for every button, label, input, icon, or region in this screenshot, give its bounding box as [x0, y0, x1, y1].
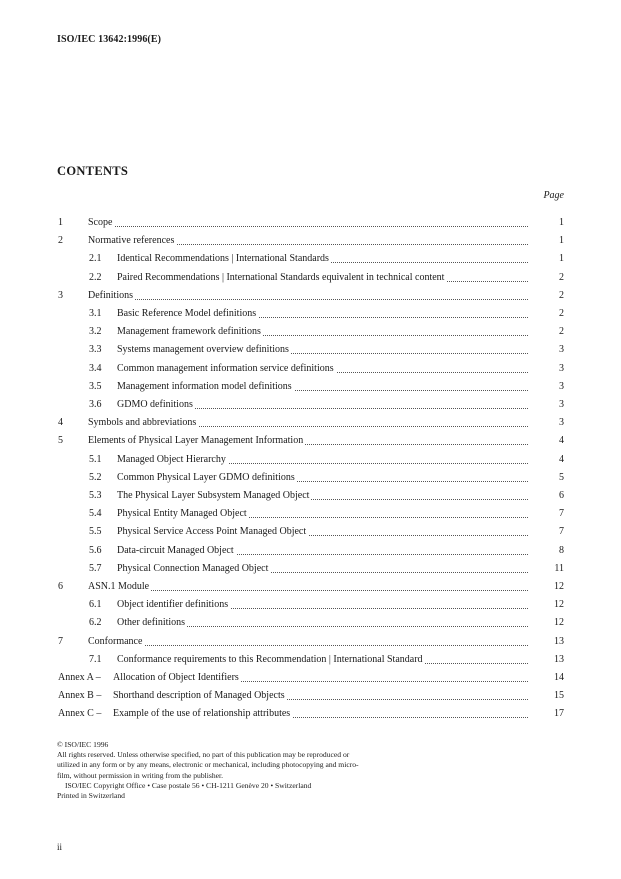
- toc-entry-title: [117, 614, 528, 632]
- toc-entry-number: 3.2: [89, 326, 102, 338]
- toc-entry-title-text: Physical Connection Managed Object: [117, 562, 269, 574]
- toc-entry: [0, 432, 621, 450]
- toc-annex-entry: [0, 669, 621, 687]
- toc-entry-title-text: Paired Recommendations | International Standards equivalent in technical content: [117, 271, 445, 283]
- toc-entry: [0, 633, 621, 651]
- toc-entry: [0, 578, 621, 596]
- toc-entry-title: [117, 360, 528, 378]
- toc-entry-number: 5.5: [89, 526, 102, 538]
- toc-entry-page: 6: [559, 490, 564, 501]
- toc-entry-title: [117, 396, 528, 414]
- toc-entry-title: [88, 432, 528, 450]
- toc-entry-page: 4: [559, 435, 564, 447]
- toc-entry: [0, 469, 621, 487]
- toc-entry-title: [117, 250, 528, 268]
- copyright-notice: © ISO/IEC 1996: [57, 740, 109, 749]
- toc-entry-number: 7.1: [89, 653, 102, 665]
- toc-entry-number: 2.2: [89, 271, 102, 283]
- toc-entry-title-text: Management information model definitions: [117, 380, 292, 392]
- toc-entry-number: 5.2: [89, 471, 102, 483]
- document-id: ISO/IEC 13642:1996(E): [57, 34, 162, 45]
- page-number: ii: [57, 842, 63, 852]
- toc-entry-page: 1: [559, 217, 564, 228]
- toc-entry: [0, 560, 621, 578]
- toc-entry: [0, 396, 621, 414]
- toc-entry: [0, 523, 621, 541]
- toc-entry-number: 2.1: [89, 253, 102, 265]
- toc-entry-number: 5.4: [89, 508, 102, 520]
- toc-entry-number: 5: [58, 435, 63, 447]
- toc-entry-number: 5.1: [89, 453, 102, 465]
- toc-entry-title: [117, 451, 528, 469]
- toc-entry-title: [117, 487, 528, 505]
- toc-entry-title: [113, 705, 528, 723]
- toc-entry-page: 3: [559, 344, 564, 356]
- toc-entry: [0, 614, 621, 632]
- toc-entry-title: [117, 323, 528, 341]
- toc-entry-page: 14: [554, 672, 564, 683]
- toc-entry-title: [88, 633, 528, 651]
- toc-entry-title-text: Elements of Physical Layer Management Information: [88, 435, 304, 447]
- toc-entry-page: 2: [559, 326, 564, 338]
- toc-entry-title-text: Conformance requirements to this Recommendation | International Standard: [117, 653, 423, 665]
- toc-entry-number: 4: [58, 417, 63, 429]
- toc-entry-title: [88, 578, 528, 596]
- toc-entry-title: [117, 305, 528, 323]
- toc-entry-title: [88, 214, 528, 232]
- toc-entry-title: [117, 341, 528, 359]
- toc-entry-page: 15: [554, 690, 564, 702]
- toc-entry: [0, 505, 621, 523]
- toc-entry-number: 6.2: [89, 617, 102, 629]
- toc-entry-title-text: Basic Reference Model definitions: [117, 308, 257, 319]
- toc-entry-title: [117, 651, 528, 669]
- toc-entry-title-text: Shorthand description of Managed Objects: [113, 690, 285, 702]
- toc-entry-page: 2: [559, 308, 564, 319]
- toc-entry-number: 3.4: [89, 362, 102, 374]
- toc-entry: [0, 651, 621, 669]
- toc-entry-title-text: Conformance: [88, 635, 143, 647]
- toc-entry-title: [117, 596, 528, 614]
- toc-entry-number: 3.1: [89, 308, 102, 319]
- toc-entry-number: 3.5: [89, 380, 102, 392]
- toc-entry: [0, 323, 621, 341]
- page-column-label: Page: [543, 190, 564, 201]
- toc-entry-page: 2: [559, 289, 564, 301]
- toc-entry-title-text: Symbols and abbreviations: [88, 417, 197, 429]
- toc-entry-title-text: GDMO definitions: [117, 399, 193, 410]
- toc-entry-number: 2: [58, 235, 63, 247]
- toc-entry-page: 12: [554, 617, 564, 629]
- toc-entry-number: 5.7: [89, 562, 102, 574]
- toc-entry-title: [117, 269, 528, 287]
- toc-entry-title-text: Normative references: [88, 235, 175, 247]
- printed-in: Printed in Switzerland: [57, 791, 125, 801]
- toc-entry-title: [117, 469, 528, 487]
- toc-entry-page: 3: [559, 380, 564, 392]
- toc-annex-entry: [0, 705, 621, 723]
- toc-entry-page: 3: [559, 362, 564, 374]
- toc-entry-title-text: Other definitions: [117, 617, 186, 629]
- toc-entry: [0, 269, 621, 287]
- toc-entry-number: Annex C –: [58, 708, 102, 720]
- toc-entry-page: 2: [559, 271, 564, 283]
- toc-entry: [0, 451, 621, 469]
- toc-entry-number: 5.3: [89, 490, 102, 501]
- toc-entry-title-text: Managed Object Hierarchy: [117, 453, 226, 465]
- toc-entry-page: 7: [559, 526, 564, 538]
- toc-entry-number: 6.1: [89, 599, 102, 611]
- contents-heading: CONTENTS: [57, 164, 129, 178]
- toc-entry-title-text: Definitions: [88, 289, 133, 301]
- toc-entry: [0, 287, 621, 305]
- toc-entry-page: 7: [559, 508, 564, 520]
- toc-entry-title: [88, 414, 528, 432]
- toc-entry-number: 7: [58, 635, 63, 647]
- toc-entry-title: [117, 560, 528, 578]
- rights-text: utilized in any form or by any means, electronic or mechanical, including photocopying and micro-: [57, 760, 359, 770]
- toc-entry: [0, 542, 621, 560]
- toc-entry: [0, 232, 621, 250]
- rights-text: All rights reserved. Unless otherwise specified, no part of this publication may be reproduced or: [57, 750, 350, 760]
- toc-entry-title: [88, 232, 528, 250]
- toc-entry-title-text: Common Physical Layer GDMO definitions: [117, 471, 295, 483]
- toc-entry-title: [113, 669, 528, 687]
- toc-entry-page: 5: [559, 471, 564, 483]
- toc-entry: [0, 250, 621, 268]
- toc-entry: [0, 341, 621, 359]
- toc-entry-title-text: Common management information service definitions: [117, 362, 334, 374]
- toc-entry: [0, 378, 621, 396]
- toc-entry-page: 13: [554, 653, 564, 665]
- toc-entry-title-text: Scope: [88, 217, 113, 228]
- toc-entry-number: Annex A –: [58, 672, 101, 683]
- rights-text: film, without permission in writing from the publisher.: [57, 770, 223, 780]
- toc-entry: [0, 596, 621, 614]
- toc-entry-title-text: Allocation of Object Identifiers: [113, 672, 239, 683]
- copyright-block: [57, 740, 417, 801]
- toc-entry-number: 1: [58, 217, 63, 228]
- toc-entry-page: 4: [559, 453, 564, 465]
- toc-entry-page: 13: [554, 635, 564, 647]
- toc-entry-title: [113, 687, 528, 705]
- toc-entry-number: 5.6: [89, 544, 102, 556]
- toc-entry-page: 12: [554, 581, 564, 592]
- toc-entry-page: 12: [554, 599, 564, 611]
- toc-entry-title-text: Systems management overview definitions: [117, 344, 289, 356]
- toc-entry-title-text: Physical Service Access Point Managed Object: [117, 526, 307, 538]
- copyright-office-address: ISO/IEC Copyright Office • Case postale 56 • CH-1211 Genève 20 • Switzerland: [65, 780, 312, 790]
- toc-entry-page: 1: [559, 235, 564, 247]
- toc-entry-title: [117, 542, 528, 560]
- toc-entry-number: 3: [58, 289, 63, 301]
- toc-entry-number: 3.6: [89, 399, 102, 410]
- toc-entry-title: [117, 523, 528, 541]
- toc-entry-title-text: ASN.1 Module: [88, 581, 150, 592]
- toc-entry: [0, 305, 621, 323]
- toc-entry-title-text: Example of the use of relationship attributes: [113, 708, 291, 720]
- toc-entry-number: Annex B –: [58, 690, 102, 702]
- toc-entry-title-text: Management framework definitions: [117, 326, 261, 338]
- toc-entry-title: [88, 287, 528, 305]
- toc-entry-title-text: Object identifier definitions: [117, 599, 229, 611]
- toc-entry: [0, 414, 621, 432]
- toc-entry-title-text: The Physical Layer Subsystem Managed Object: [117, 490, 310, 501]
- toc-entry-page: 8: [559, 544, 564, 556]
- toc-entry: [0, 214, 621, 232]
- toc-entry-page: 3: [559, 399, 564, 410]
- toc-entry-number: 6: [58, 581, 63, 592]
- toc-entry-page: 11: [554, 562, 564, 574]
- toc-entry-number: 3.3: [89, 344, 102, 356]
- toc-entry-page: 1: [559, 253, 564, 265]
- toc-annex-entry: [0, 687, 621, 705]
- toc-entry-title: [117, 505, 528, 523]
- toc-entry-title: [117, 378, 528, 396]
- toc-entry-title-text: Physical Entity Managed Object: [117, 508, 247, 520]
- toc-entry: [0, 360, 621, 378]
- toc-entry-page: 17: [554, 708, 564, 720]
- toc-entry-page: 3: [559, 417, 564, 429]
- toc-entry: [0, 487, 621, 505]
- toc-entry-title-text: Data-circuit Managed Object: [117, 544, 234, 556]
- toc-entry-title-text: Identical Recommendations | International Standards: [117, 253, 329, 265]
